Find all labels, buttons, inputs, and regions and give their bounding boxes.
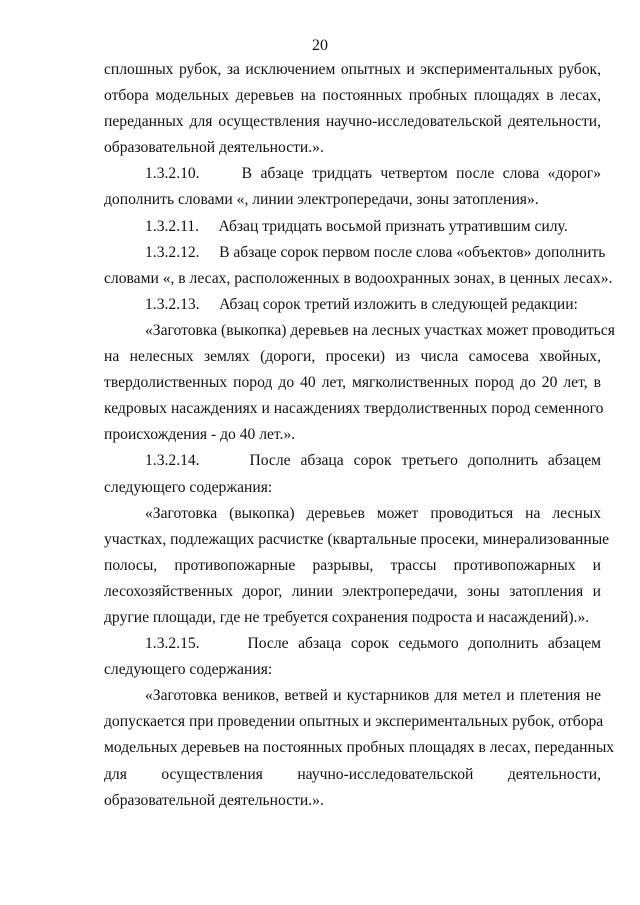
text-line: полосы, противопожарные разрывы, трассы противопожарных и <box>104 556 601 574</box>
text-line: следующего содержания: <box>104 661 273 679</box>
text-line: лесохозяйственных дорог, линии электропередачи, зоны затопления и <box>104 582 601 600</box>
text-line: допускается при проведении опытных и экспериментальных рубок, отбора <box>104 713 604 731</box>
text-line: 1.3.2.12. В абзаце сорок первом после слова «объектов» дополнить <box>145 243 606 261</box>
text-line: 1.3.2.11. Абзац тридцать восьмой признать утратившим силу. <box>145 217 568 235</box>
text-line: «Заготовка (выкопка) деревьев на лесных участках может проводиться <box>145 321 615 339</box>
text-line: для осуществления научно-исследовательской деятельности, <box>104 765 601 783</box>
text-line: 1.3.2.14. После абзаца сорок третьего дополнить абзацем <box>145 452 601 470</box>
text-line: переданных для осуществления научно-исследовательской деятельности, <box>104 113 601 131</box>
page-number: 20 <box>312 37 328 54</box>
text-line: на нелесных землях (дороги, просеки) из числа самосева хвойных, <box>104 348 601 366</box>
text-line: твердолиственных пород до 40 лет, мягколиственных пород до 20 лет, в <box>104 374 601 392</box>
text-line: кедровых насаждениях и насаждениях твердолиственных пород семенного <box>104 400 604 418</box>
text-line: отбора модельных деревьев на постоянных пробных площадях в лесах, <box>104 87 601 105</box>
text-line: «Заготовка веников, ветвей и кустарников для метел и плетения не <box>145 687 601 705</box>
text-line: 1.3.2.13. Абзац сорок третий изложить в следующей редакции: <box>145 295 578 313</box>
document-body-text <box>104 57 615 814</box>
text-line: образовательной деятельности.». <box>104 139 324 157</box>
text-line: модельных деревьев на постоянных пробных площадях в лесах, переданных <box>104 739 615 757</box>
text-line: «Заготовка (выкопка) деревьев может проводиться на лесных <box>145 504 601 522</box>
text-line: словами «, в лесах, расположенных в водоохранных зонах, в ценных лесах». <box>104 269 613 287</box>
text-line: 1.3.2.15. После абзаца сорок седьмого дополнить абзацем <box>145 635 601 653</box>
text-line: сплошных рубок, за исключением опытных и экспериментальных рубок, <box>104 61 601 78</box>
text-line: происхождения - до 40 лет.». <box>104 426 296 444</box>
text-line: другие площади, где не требуется сохранения подроста и насаждений).». <box>104 608 590 626</box>
text-line: следующего содержания: <box>104 478 273 496</box>
text-line: дополнить словами «, линии электропередачи, зоны затопления». <box>104 191 539 209</box>
text-line: образовательной деятельности.». <box>104 791 324 809</box>
text-line: участках, подлежащих расчистке (квартальные просеки, минерализованные <box>104 530 610 548</box>
text-line: 1.3.2.10. В абзаце тридцать четвертом после слова «дорог» <box>145 165 601 183</box>
